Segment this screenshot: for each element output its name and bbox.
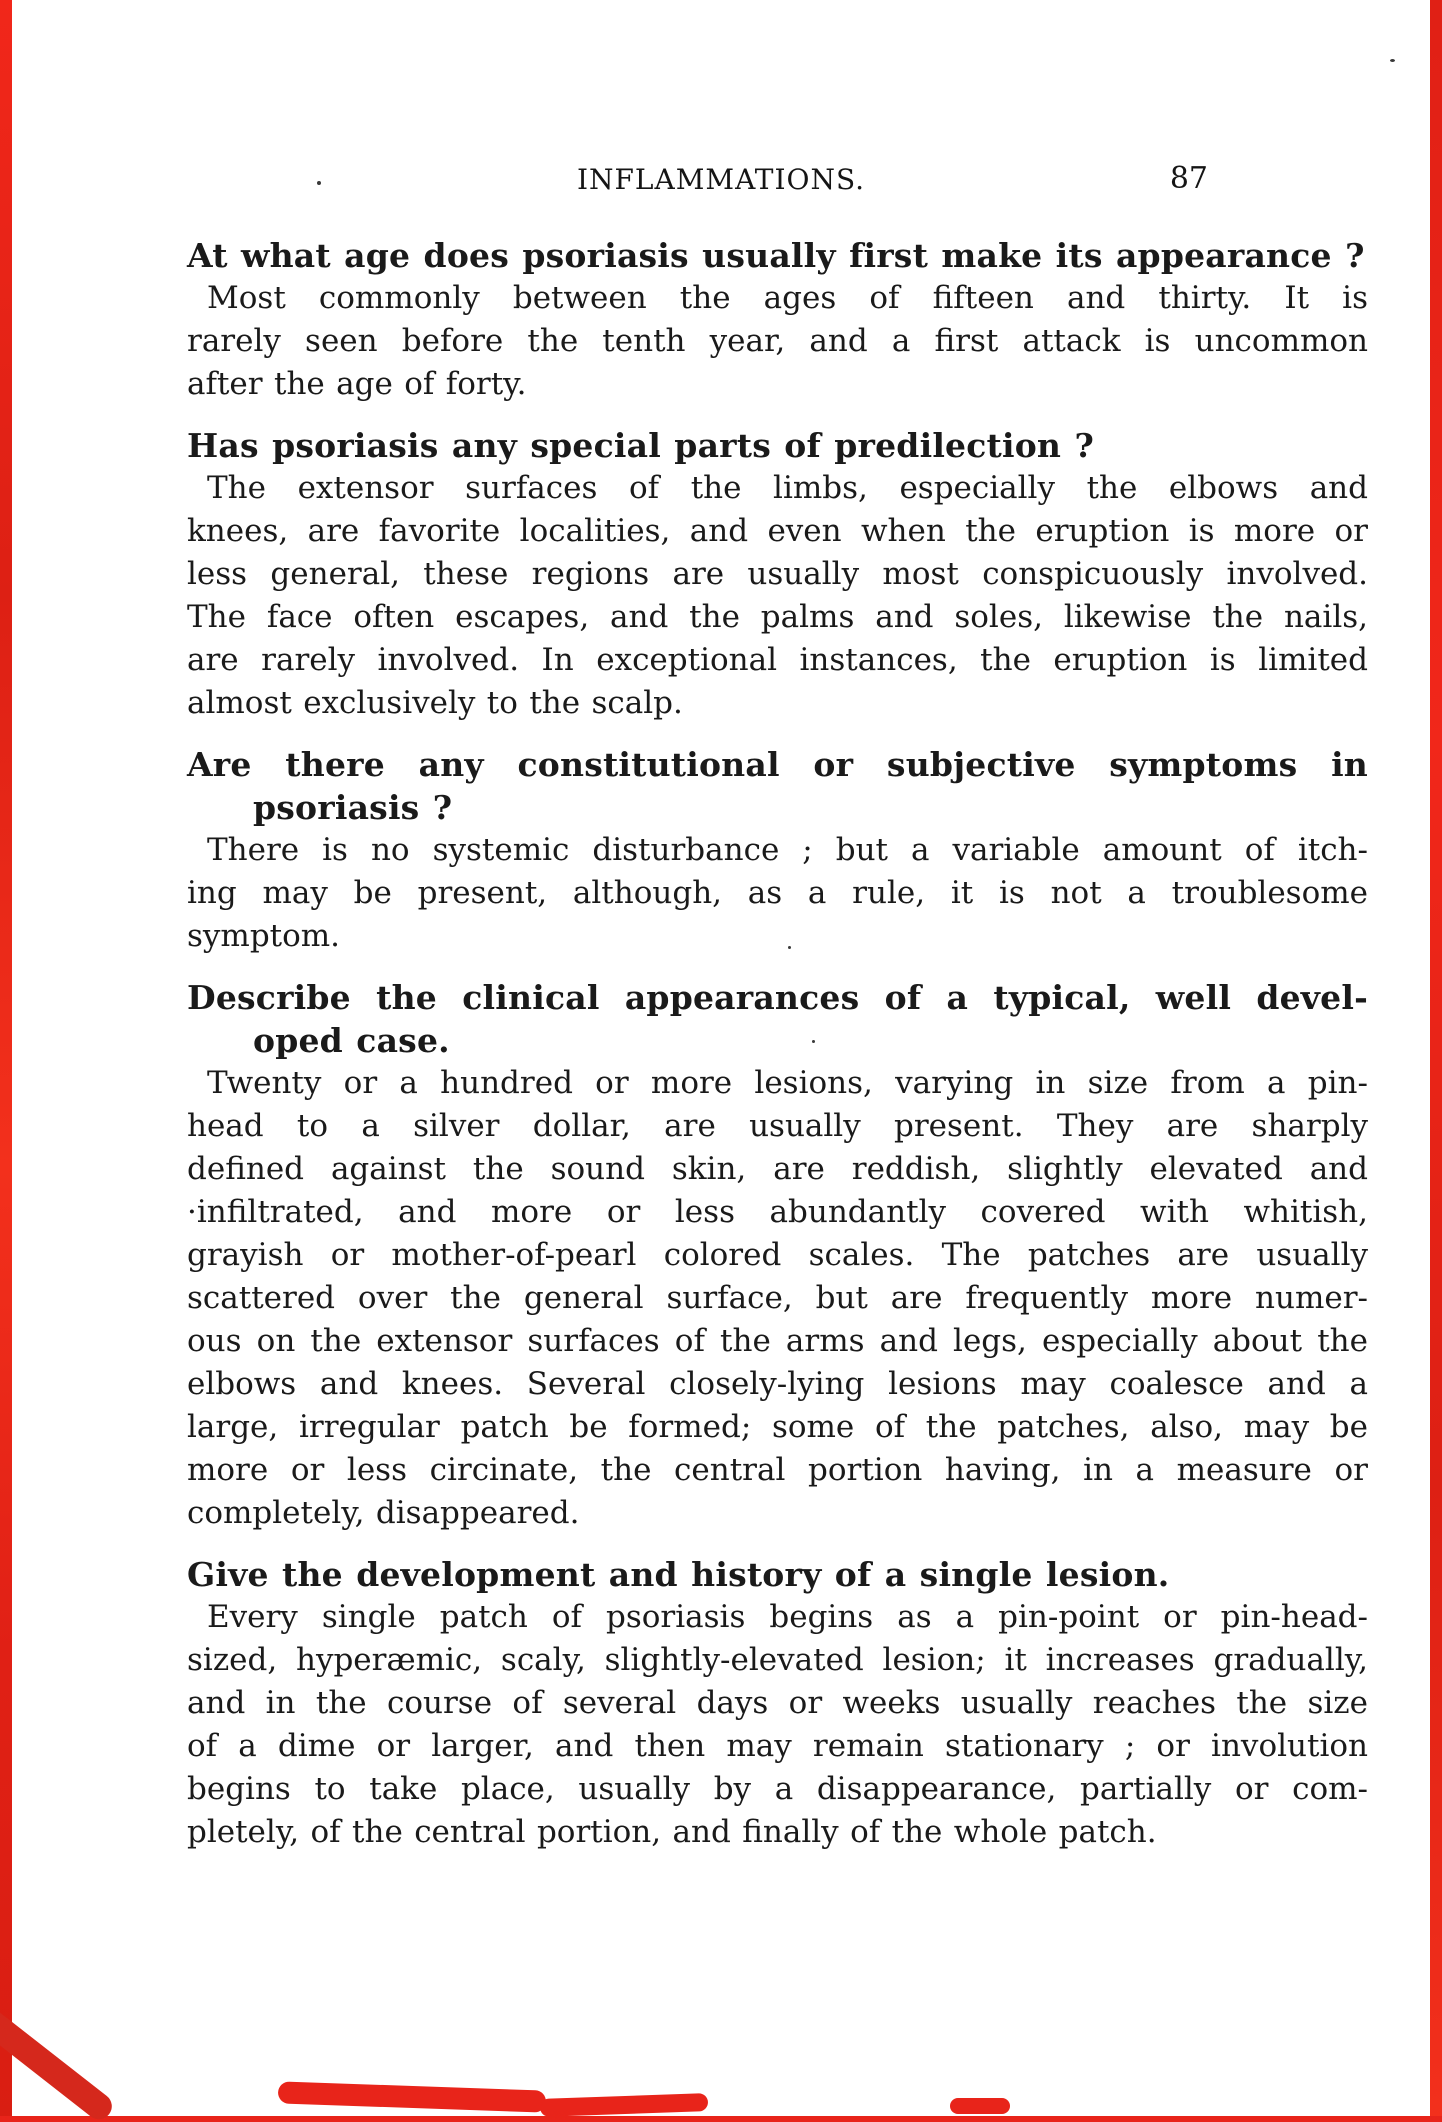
question-line: At what age does psoriasis usually first make its appearance ? [187,236,1365,275]
question-line: psoriasis ? [253,788,453,827]
question [187,743,1368,829]
red-bottom-stroke [540,2093,709,2117]
answer-line: The extensor surfaces of the limbs, especially the elbows and [207,470,1368,506]
answer-line: scattered over the general surface, but are frequently more numer- [187,1280,1368,1316]
answer-line: completely, disappeared. [187,1495,580,1531]
qa-section [187,1553,1368,1854]
answer-line: rarely seen before the tenth year, and a first attack is uncommon [187,323,1368,359]
answer-line: Most commonly between the ages of fifteen and thirty. It is [207,280,1368,316]
qa-section [187,424,1368,725]
red-scan-edge-right [1430,0,1442,2122]
answer-line: ing may be present, although, as a rule, it is not a troublesome [187,875,1368,911]
running-header-text: INFLAMMATIONS. [576,163,866,196]
question-line: Describe the clinical appearances of a typical, well devel- [187,978,1368,1017]
question-line: oped case. [253,1021,450,1060]
answer-line: after the age of forty. [187,366,527,402]
answer-line: more or less circinate, the central portion having, in a measure or [187,1452,1368,1488]
qa-section [187,234,1368,406]
answer [187,1596,1368,1854]
scan-speck [788,946,791,949]
answer-line: head to a silver dollar, are usually present. They are sharply [187,1108,1368,1144]
red-scan-edge-bottom [0,2116,1442,2122]
scan-speck [317,181,321,185]
answer-line: almost exclusively to the scalp. [187,685,683,721]
answer [187,1062,1368,1535]
answer-line: ous on the extensor surfaces of the arms and legs, especially about the [187,1323,1368,1359]
scan-speck [812,1040,815,1043]
answer-line: less general, these regions are usually most conspicuously involved. [187,556,1368,592]
red-bottom-stroke [950,2098,1010,2114]
page-content [187,234,1368,1854]
answer [187,829,1368,958]
qa-section [187,976,1368,1535]
qa-section [187,743,1368,958]
question [187,234,1368,277]
answer-line: elbows and knees. Several closely-lying lesions may coalesce and a [187,1366,1368,1402]
question [187,424,1368,467]
answer-line: There is no systemic disturbance ; but a variable amount of itch- [207,832,1368,868]
red-scan-edge-left [0,0,12,2122]
red-corner-streak [0,2006,117,2122]
answer-line: are rarely involved. In exceptional instances, the eruption is limited [187,642,1368,678]
answer-line: knees, are favorite localities, and even when the eruption is more or [187,513,1368,549]
answer-line: grayish or mother-of-pearl colored scales. The patches are usually [187,1237,1368,1273]
question-line: Give the development and history of a single lesion. [187,1555,1170,1594]
answer-line: large, irregular patch be formed; some of the patches, also, may be [187,1409,1368,1445]
answer-line: begins to take place, usually by a disappearance, partially or com- [187,1771,1368,1807]
question-line: Are there any constitutional or subjective symptoms in [187,745,1368,784]
answer-line: ·infiltrated, and more or less abundantly covered with whitish, [187,1194,1368,1230]
answer-line: pletely, of the central portion, and finally of the whole patch. [187,1814,1157,1850]
running-header [0,163,1442,196]
question [187,1553,1368,1596]
answer [187,467,1368,725]
answer-line: Every single patch of psoriasis begins as a pin-point or pin-head- [207,1599,1368,1635]
answer-line: symptom. [187,918,341,954]
page-number: 87 [1169,161,1208,196]
answer-line: of a dime or larger, and then may remain stationary ; or involution [187,1728,1368,1764]
answer-line: The face often escapes, and the palms and soles, likewise the nails, [187,599,1368,635]
answer [187,277,1368,406]
red-bottom-stroke [278,2081,547,2112]
question [187,976,1368,1062]
answer-line: sized, hyperæmic, scaly, slightly-elevated lesion; it increases gradually, [187,1642,1368,1678]
answer-line: and in the course of several days or weeks usually reaches the size [187,1685,1368,1721]
question-line: Has psoriasis any special parts of predilection ? [187,426,1095,465]
scan-speck [1390,59,1395,62]
answer-line: Twenty or a hundred or more lesions, varying in size from a pin- [207,1065,1368,1101]
answer-line: defined against the sound skin, are reddish, slightly elevated and [187,1151,1368,1187]
